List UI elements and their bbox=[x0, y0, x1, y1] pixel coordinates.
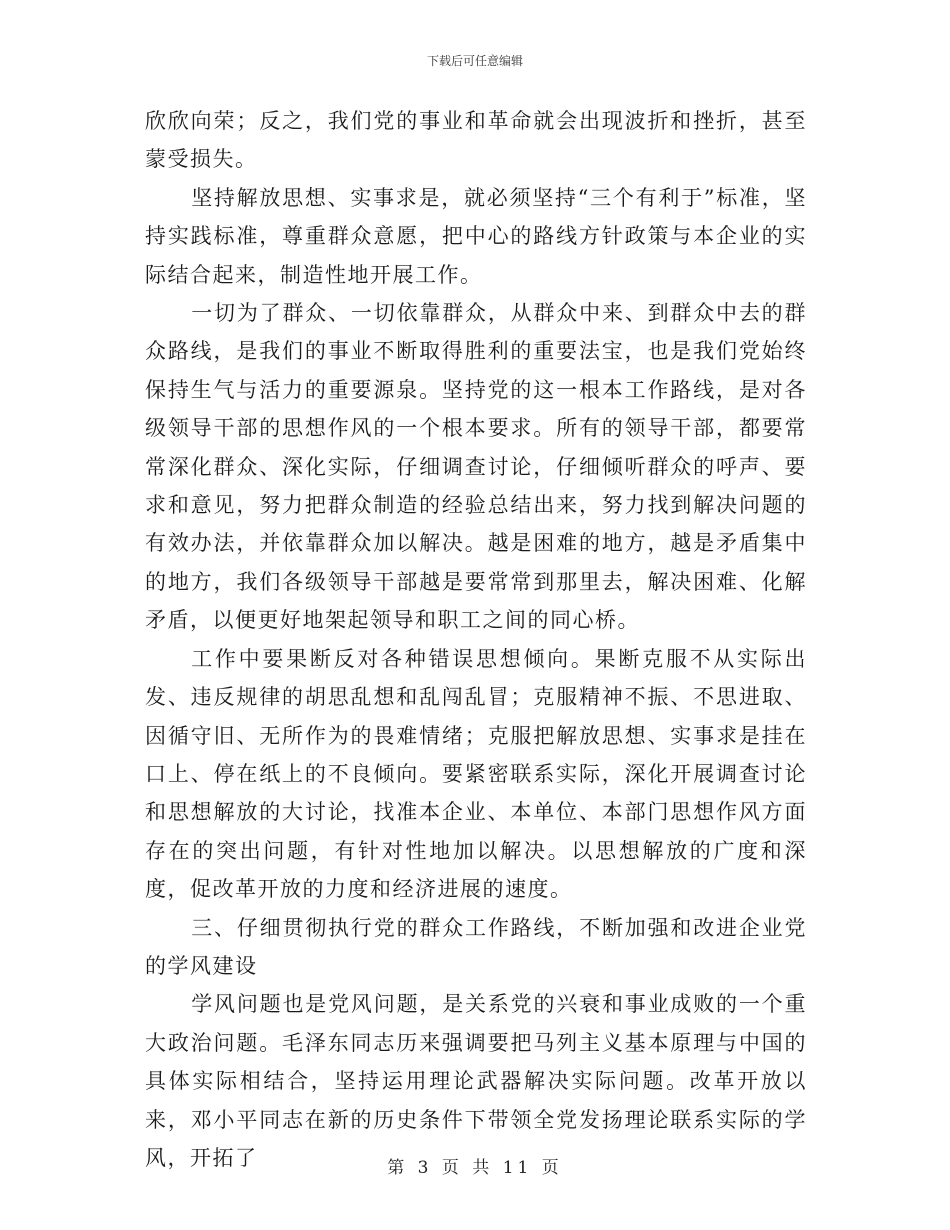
paragraph: 坚持解放思想、实事求是，就必须坚持“三个有利于”标准，坚持实践标准，尊重群众意愿，把中心的路线方针政策与本企业的实际结合起来，制造性地开展工作。 bbox=[145, 185, 807, 287]
document-body bbox=[145, 102, 807, 1177]
page-number: 第 3 页 共 11 页 bbox=[387, 1158, 563, 1178]
paragraph: 工作中要果断反对各种错误思想倾向。果断克服不从实际出发、违反规律的胡思乱想和乱闯乱冒；克服精神不振、不思进取、因循守旧、无所作为的畏难情绪；克服把解放思想、实事求是挂在口上、停在纸上的不良倾向。要紧密联系实际，深化开展调查讨论和思想解放的大讨论，找准本企业、本单位、本部门思想作风方面存在的突出问题，有针对性地加以解决。以思想解放的广度和深度，促改革开放的力度和经济进展的速度。 bbox=[145, 646, 807, 902]
section-heading: 三、仔细贯彻执行党的群众工作路线，不断加强和改进企业党的学风建设 bbox=[145, 915, 807, 978]
paragraph-continued: 欣欣向荣；反之，我们党的事业和革命就会出现波折和挫折，甚至蒙受损失。 bbox=[145, 109, 807, 172]
paragraph: 一切为了群众、一切依靠群众，从群众中来、到群众中去的群众路线，是我们的事业不断取得胜利的重要法宝，也是我们党始终保持生气与活力的重要源泉。坚持党的这一根本工作路线，是对各级领导干部的思想作风的一个根本要求。所有的领导干部，都要常常深化群众、深化实际，仔细调查讨论，仔细倾听群众的呼声、要求和意见，努力把群众制造的经验总结出来，努力找到解决问题的有效办法，并依靠群众加以解决。越是困难的地方，越是矛盾集中的地方，我们各级领导干部越是要常常到那里去，解决困难、化解矛盾，以便更好地架起领导和职工之间的同心桥。 bbox=[145, 301, 807, 633]
page-header-note: 下载后可任意编辑 bbox=[426, 54, 523, 68]
paragraph: 学风问题也是党风问题，是关系党的兴衰和事业成败的一个重大政治问题。毛泽东同志历来强调要把马列主义基本原理与中国的具体实际相结合，坚持运用理论武器解决实际问题。改革开放以来，邓小平同志在新的历史条件下带领全党发扬理论联系实际的学风，开拓了 bbox=[145, 992, 807, 1170]
